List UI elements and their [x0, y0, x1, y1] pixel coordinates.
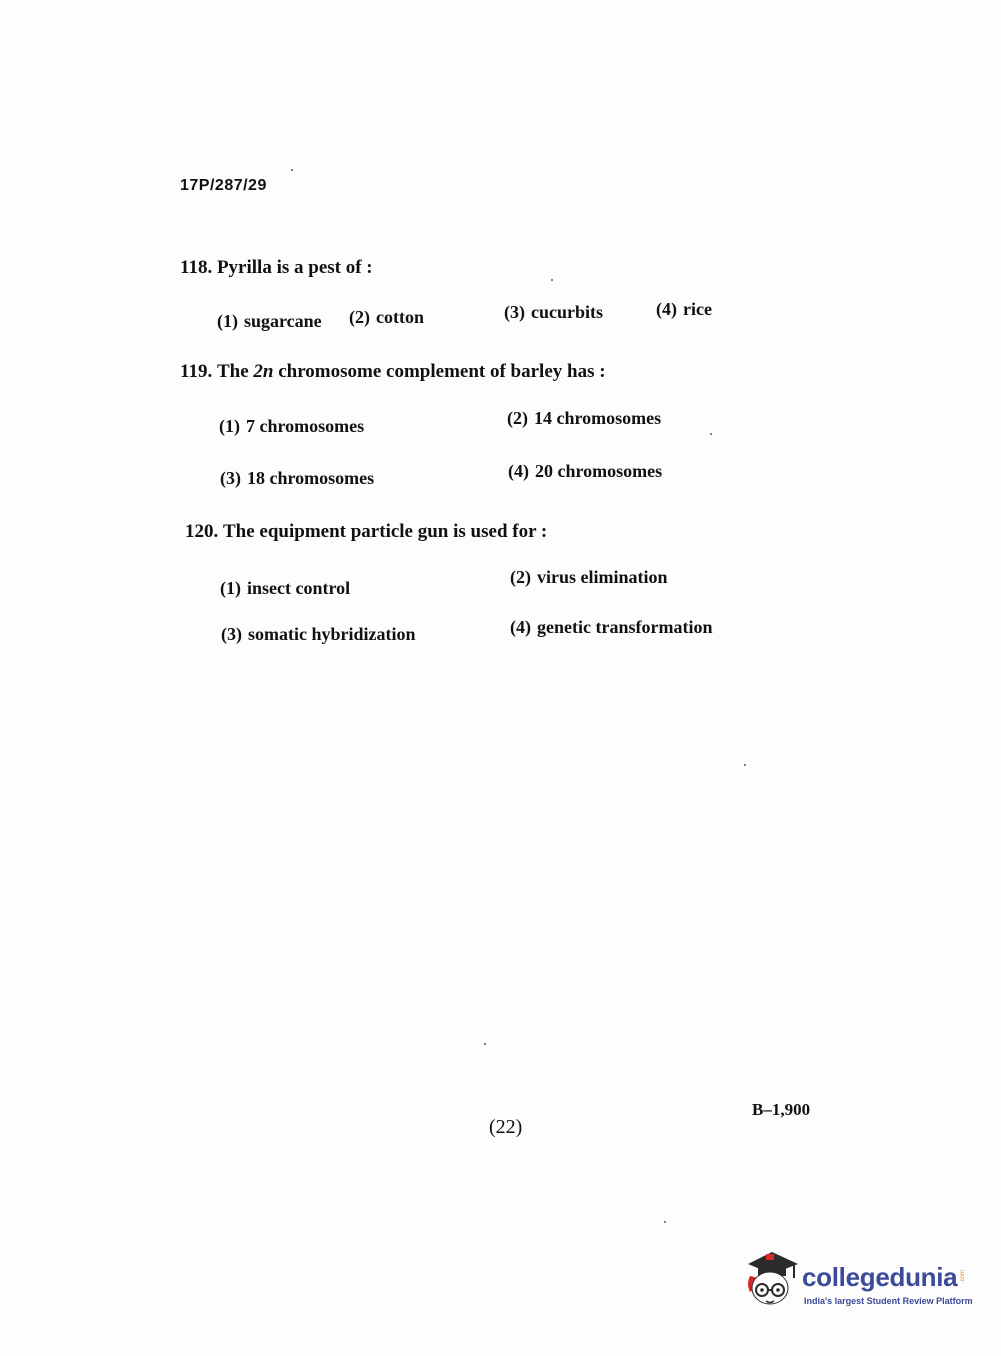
option-119-1	[219, 416, 364, 437]
question-text: The 2n chromosome complement of barley has :	[216, 361, 606, 382]
question-119	[180, 361, 606, 383]
option-text: virus elimination	[537, 567, 668, 587]
option-text: 14 chromosomes	[534, 408, 662, 428]
option-text: 18 chromosomes	[247, 468, 375, 488]
option-number: (3)	[221, 624, 242, 644]
scan-speck	[744, 764, 746, 766]
option-118-2	[349, 307, 424, 328]
option-118-4	[656, 299, 712, 320]
option-number: (4)	[508, 461, 529, 481]
option-text: 20 chromosomes	[535, 461, 663, 481]
option-120-3	[221, 624, 416, 645]
collegedunia-logo	[742, 1248, 972, 1316]
scan-speck	[484, 1043, 486, 1045]
question-118	[180, 257, 373, 279]
option-text: genetic transformation	[537, 617, 713, 637]
option-text: sugarcane	[244, 311, 322, 331]
scan-speck	[291, 169, 293, 171]
scan-speck	[664, 1221, 666, 1223]
option-120-2	[510, 567, 668, 588]
option-number: (2)	[349, 307, 370, 327]
question-text: Pyrilla is a pest of :	[216, 257, 373, 278]
option-text: somatic hybridization	[248, 624, 416, 644]
option-119-4	[508, 461, 662, 482]
option-text: 7 chromosomes	[246, 416, 365, 436]
option-number: (1)	[220, 578, 241, 598]
scan-speck	[710, 433, 712, 435]
brand-name: collegedunia	[802, 1262, 958, 1292]
scan-speck	[551, 279, 553, 281]
option-number: (1)	[219, 416, 240, 436]
question-120	[185, 521, 547, 543]
option-119-3	[220, 468, 374, 489]
question-text: The equipment particle gun is used for :	[223, 521, 548, 542]
option-number: (4)	[656, 299, 677, 319]
question-number: 120.	[185, 521, 219, 542]
option-number: (2)	[507, 408, 528, 428]
option-text: rice	[683, 299, 712, 319]
student-mascot-icon	[742, 1248, 800, 1310]
option-120-1	[220, 578, 350, 599]
page-number: (22)	[489, 1116, 523, 1138]
option-number: (4)	[510, 617, 531, 637]
option-number: (3)	[504, 302, 525, 322]
option-119-2	[507, 408, 661, 429]
option-text: cotton	[376, 307, 424, 327]
option-118-1	[217, 311, 322, 332]
option-number: (2)	[510, 567, 531, 587]
option-number: (3)	[220, 468, 241, 488]
brand-tagline: India's largest Student Review Platform	[804, 1296, 973, 1306]
question-number: 119.	[180, 361, 213, 382]
paper-code: 17P/287/29	[180, 177, 267, 194]
question-number: 118.	[180, 257, 213, 278]
batch-code: B–1,900	[752, 1100, 811, 1119]
option-text: cucurbits	[531, 302, 603, 322]
option-number: (1)	[217, 311, 238, 331]
brand-suffix: .com	[960, 1270, 966, 1284]
option-text: insect control	[247, 578, 351, 598]
option-118-3	[504, 302, 603, 323]
option-120-4	[510, 617, 712, 638]
